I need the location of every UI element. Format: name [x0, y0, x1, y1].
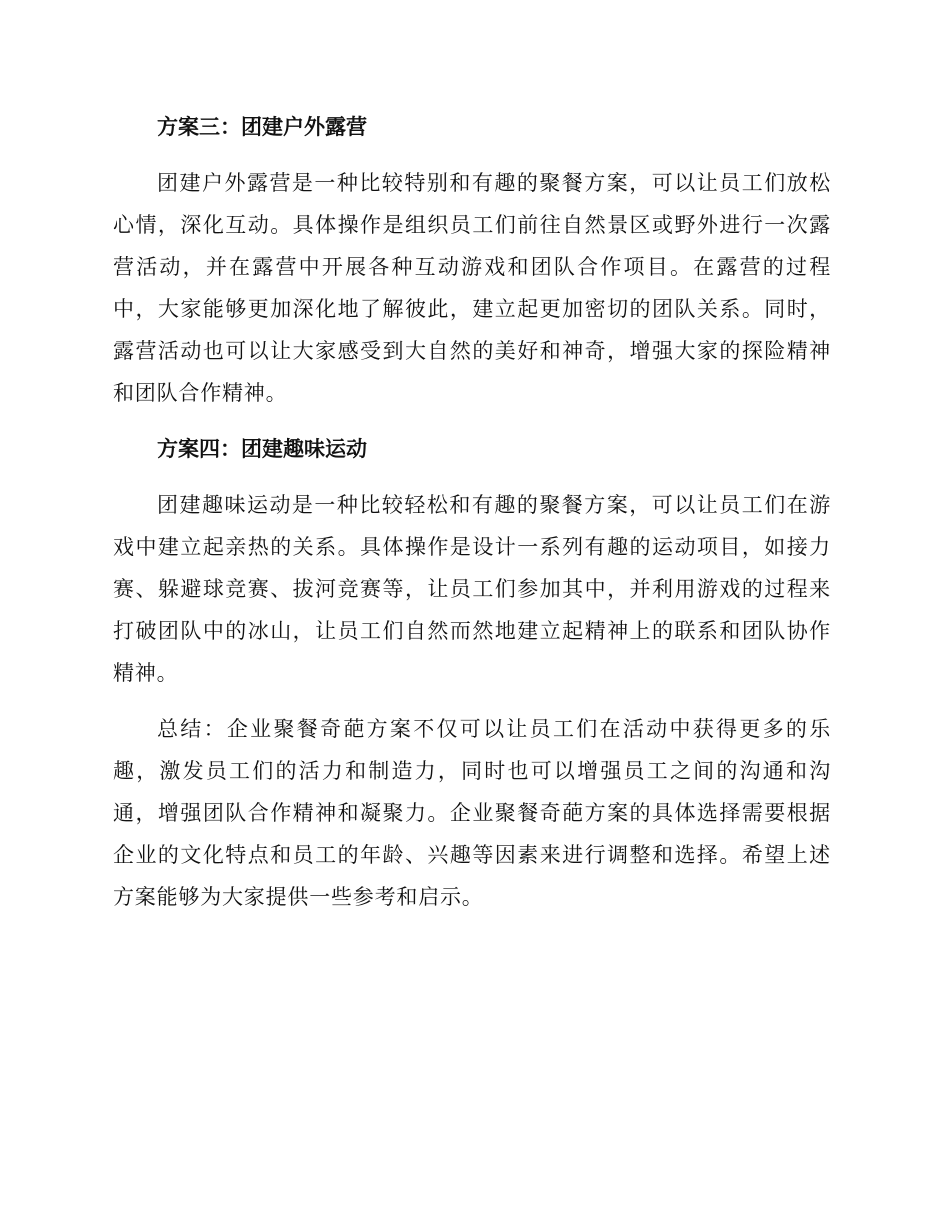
section-heading-plan-three: 方案三：团建户外露营: [157, 114, 367, 139]
section-heading-plan-four: 方案四：团建趣味运动: [157, 436, 367, 461]
section-paragraph-plan-four: 团建趣味运动是一种比较轻松和有趣的聚餐方案，可以让员工们在游戏中建立起亲热的关系。具体操作是设计一系列有趣的运动项目，如接力赛、躲避球竞赛、拔河竞赛等，让员工们参加其中，并利用游戏的过程来打破团队中的冰山，让员工们自然而然地建立起精神上的联系和团队协作精神。: [113, 493, 831, 685]
section-paragraph-plan-three: 团建户外露营是一种比较特别和有趣的聚餐方案，可以让员工们放松心情，深化互动。具体操作是组织员工们前往自然景区或野外进行一次露营活动，并在露营中开展各种互动游戏和团队合作项目。在露营的过程中，大家能够更加深化地了解彼此，建立起更加密切的团队关系。同时，露营活动也可以让大家感受到大自然的美好和神奇，增强大家的探险精神和团队合作精神。: [113, 171, 831, 405]
document-page: [113, 106, 831, 918]
summary-paragraph: 总结：企业聚餐奇葩方案不仅可以让员工们在活动中获得更多的乐趣，激发员工们的活力和制造力，同时也可以增强员工之间的沟通和沟通，增强团队合作精神和凝聚力。企业聚餐奇葩方案的具体选择需要根据企业的文化特点和员工的年龄、兴趣等因素来进行调整和选择。希望上述方案能够为大家提供一些参考和启示。: [113, 717, 831, 909]
